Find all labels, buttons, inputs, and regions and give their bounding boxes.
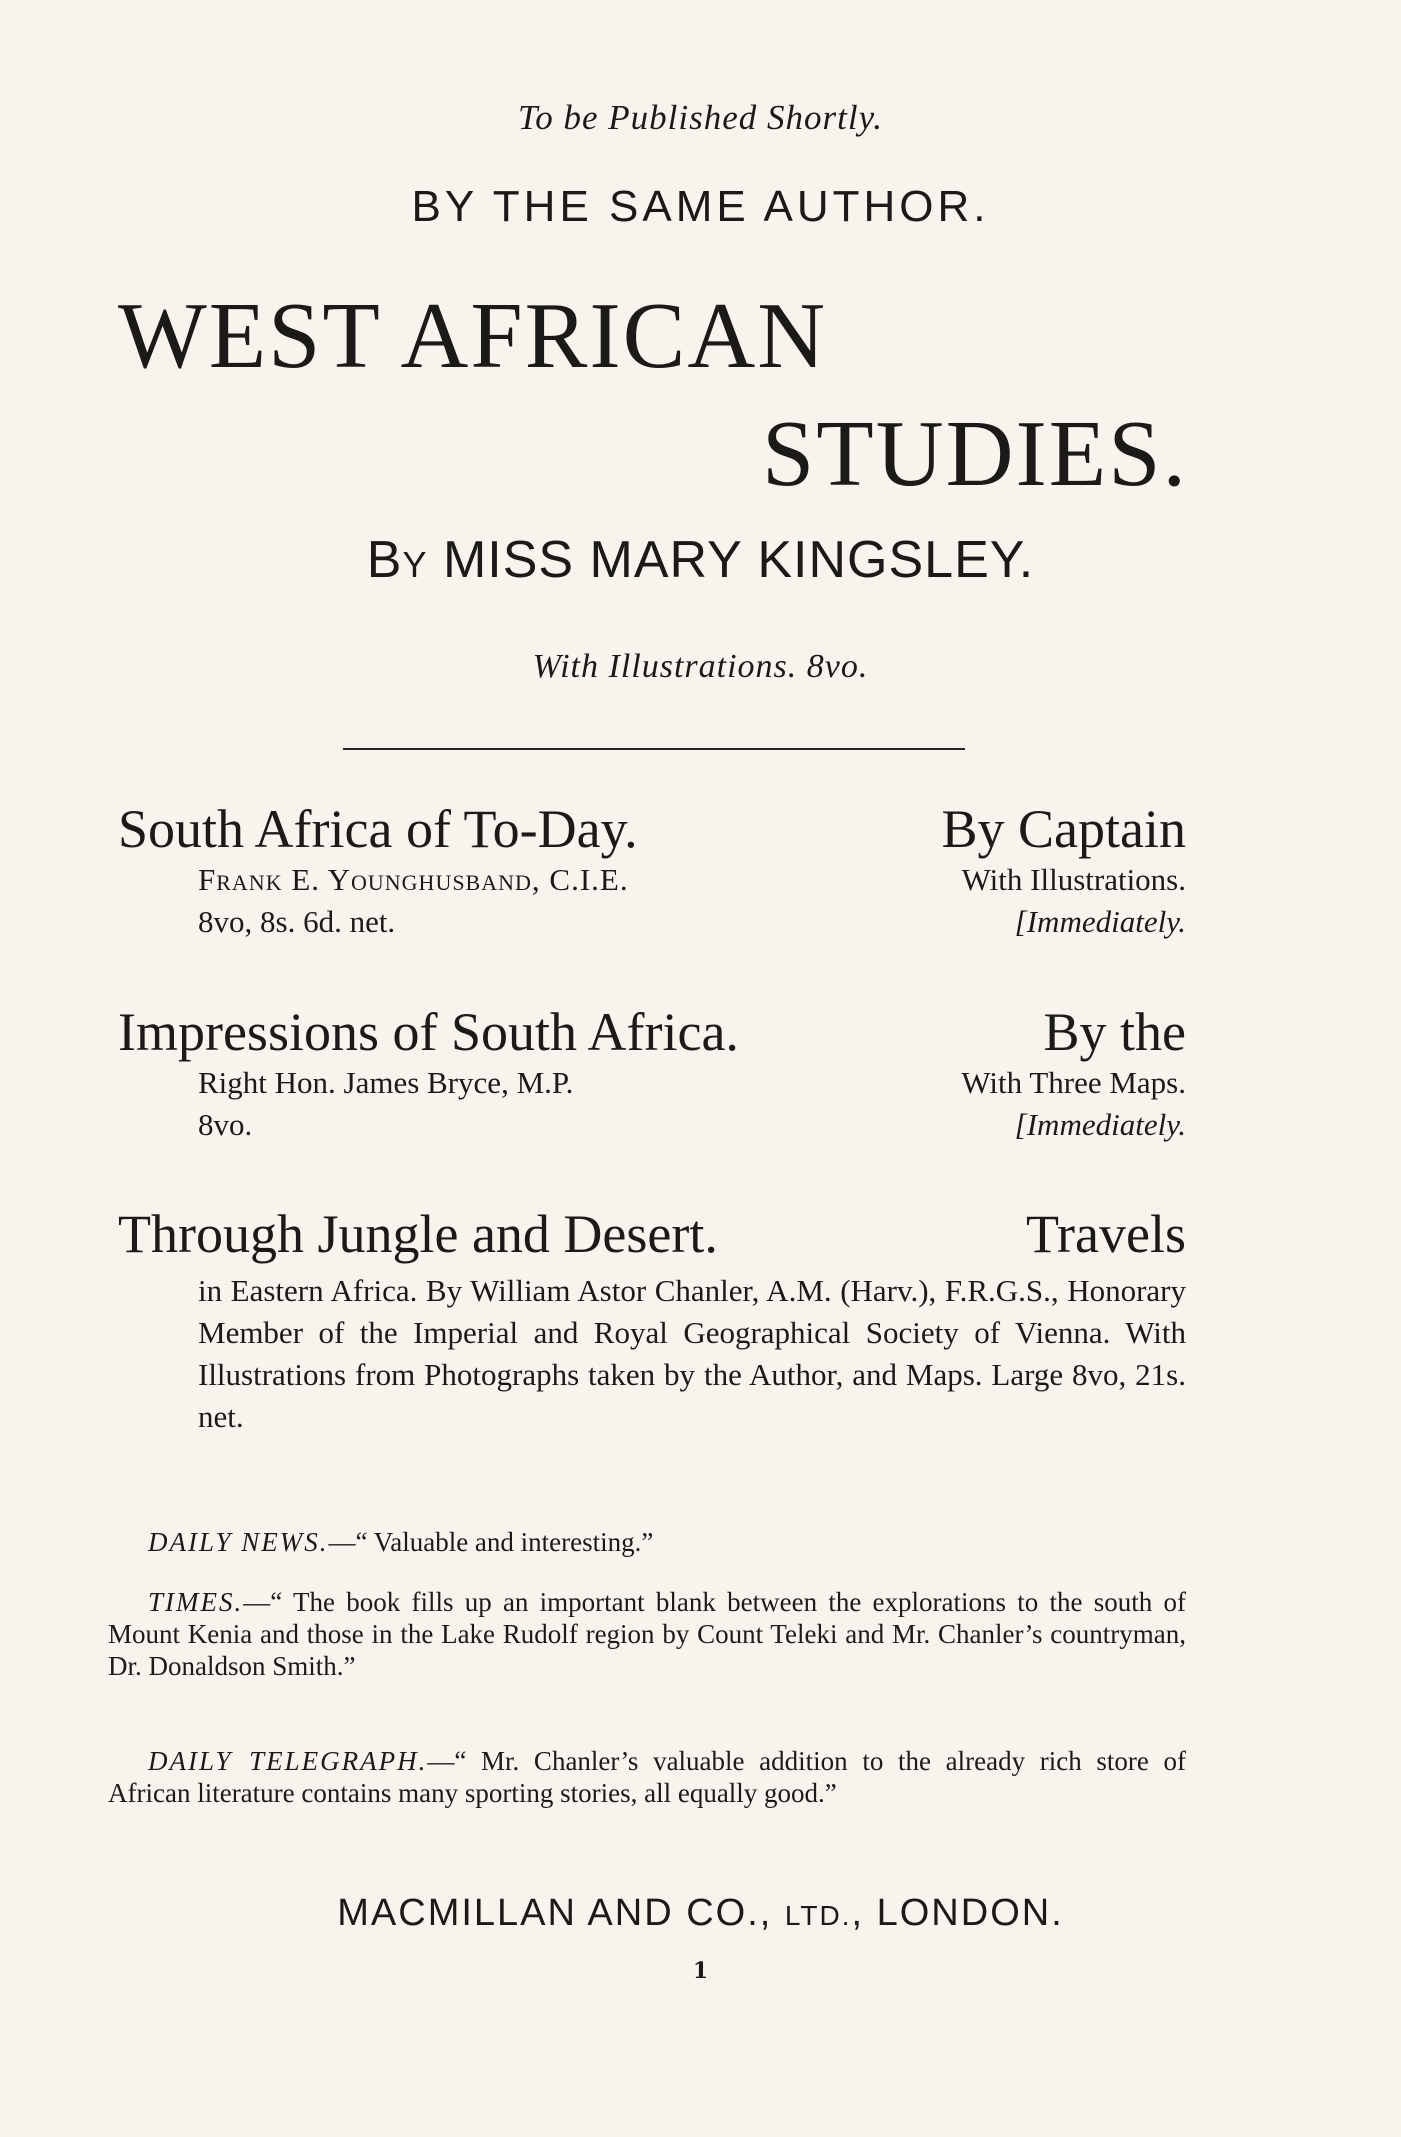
entry-heading [118, 1003, 1186, 1062]
entry-title: Impressions of South Africa. [118, 1002, 739, 1062]
book-title-line2: STUDIES. [762, 402, 1188, 506]
entry-title-cont: By the [1043, 1002, 1186, 1062]
entry-maps: With Three Maps. [961, 1065, 1186, 1101]
entry-heading [118, 1205, 1186, 1264]
quote-text: —“ The book fills up an important blank between the explorations to the south of Mount Kenia and those in the Lake Rudolf region by Count Teleki and Mr. Chanler’s countryman, Dr. Donaldson Smith.” [108, 1587, 1186, 1681]
illustrations-note: With Illustrations. 8vo. [532, 648, 869, 685]
quote-source: DAILY NEWS. [148, 1527, 329, 1557]
book-entry-south-africa-today [118, 800, 1186, 943]
entry-availability: [Immediately. [1014, 904, 1186, 940]
entry-availability: [Immediately. [1014, 1107, 1186, 1143]
same-author-heading: BY THE SAME AUTHOR. [411, 182, 990, 231]
publisher-name: MACMILLAN AND CO., [337, 1892, 785, 1934]
byline-y: Y [402, 544, 428, 585]
byline-b: B [366, 531, 403, 589]
entry-title-cont: By Captain [941, 799, 1186, 859]
entry-format: 8vo. [198, 1107, 253, 1143]
quote-source: DAILY TELEGRAPH. [148, 1746, 428, 1776]
entry-author: Frank E. Younghusband, C.I.E. [198, 862, 629, 898]
entry-details [198, 1062, 1186, 1146]
author-byline [0, 530, 1401, 590]
entry-title: South Africa of To-Day. [118, 799, 638, 859]
publisher-imprint [0, 1892, 1401, 1935]
quote-text: —“ Mr. Chanler’s valuable addition to the already rich store of African literature contains many sporting stories, all equally good.” [108, 1746, 1186, 1808]
entry-title-cont: Travels [1025, 1204, 1186, 1264]
folio-number: 1 [692, 1958, 709, 1984]
press-quote-daily-news [108, 1526, 1226, 1558]
shortly-notice: To be Published Shortly. [518, 98, 883, 137]
entry-author: Right Hon. James Bryce, M.P. [198, 1065, 574, 1101]
book-entry-impressions-south-africa [118, 1003, 1186, 1146]
book-title-line1: WEST AFRICAN [118, 284, 828, 388]
quote-source: TIMES. [148, 1587, 244, 1617]
press-quote-daily-telegraph [108, 1745, 1186, 1809]
entry-details [198, 859, 1186, 943]
entry-title: Through Jungle and Desert. [118, 1204, 718, 1264]
author-name: MISS MARY KINGSLEY. [427, 531, 1035, 589]
entry-price: 8vo, 8s. 6d. net. [198, 904, 396, 940]
entry-illustrations: With Illustrations. [961, 862, 1186, 898]
divider-rule [343, 748, 965, 750]
quote-text: —“ Valuable and interesting.” [328, 1527, 654, 1557]
book-entry-through-jungle-desert [118, 1205, 1186, 1438]
publisher-city: , LONDON. [851, 1892, 1064, 1934]
press-quote-times [108, 1586, 1186, 1682]
publisher-ltd: LTD. [784, 1900, 852, 1931]
entry-heading [118, 800, 1186, 859]
entry-description: in Eastern Africa. By William Astor Chanler, A.M. (Harv.), F.R.G.S., Honorary Member of the Imperial and Royal Geographical Society of Vienna. With Illustrations from Photographs taken by the Author, and Maps. Large 8vo, 21s. net. [198, 1273, 1186, 1435]
